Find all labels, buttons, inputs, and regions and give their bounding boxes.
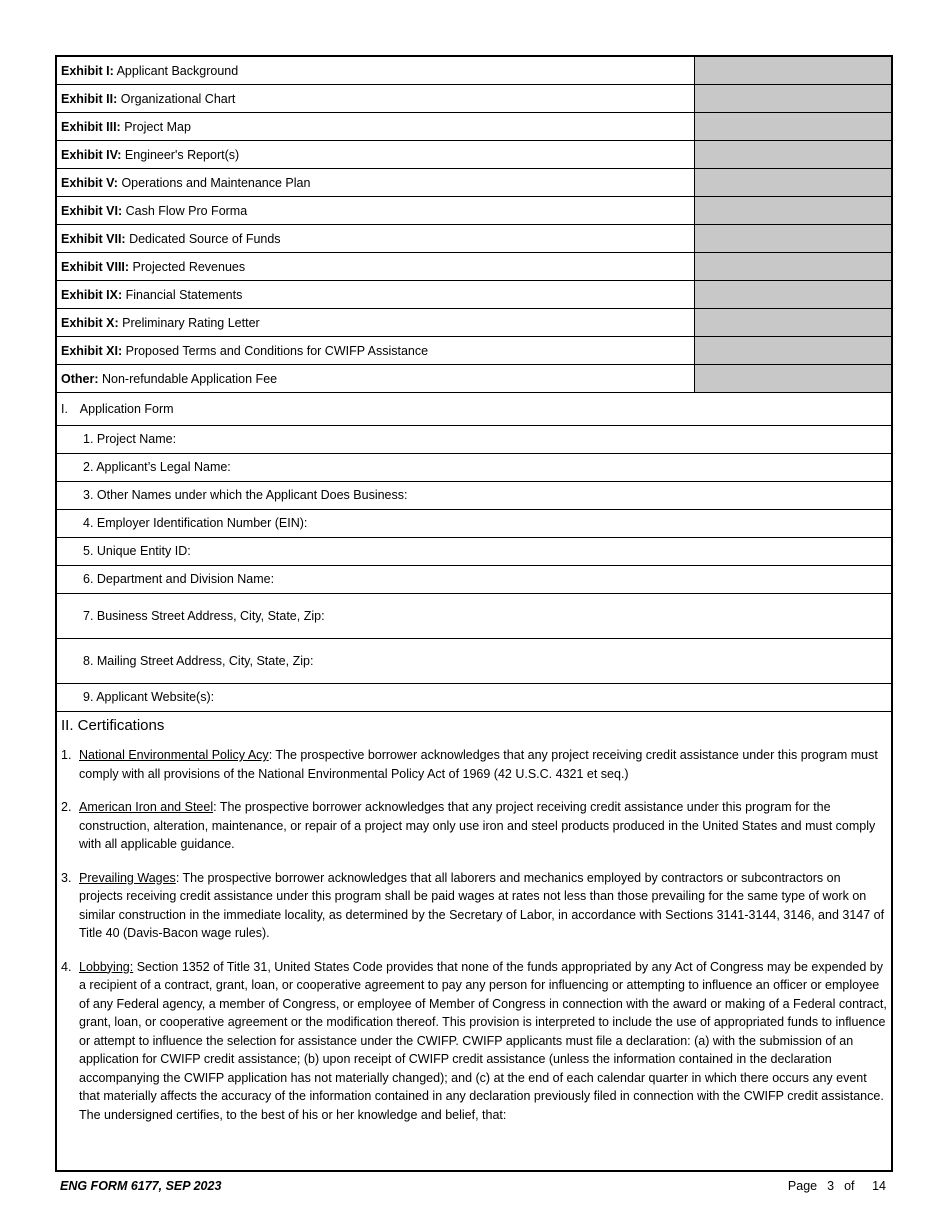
exhibit-row [57, 141, 891, 169]
cert-text [79, 746, 887, 783]
exhibit-row [57, 309, 891, 337]
exhibit-text: Non-refundable Application Fee [101, 371, 278, 386]
exhibit-check-cell[interactable] [695, 225, 892, 253]
exhibit-check-cell[interactable] [695, 197, 892, 225]
website-field[interactable]: 9. Applicant Website(s): [57, 684, 891, 712]
exhibit-label: Exhibit VII: [61, 231, 126, 246]
exhibit-check-cell[interactable] [695, 253, 892, 281]
certification-item [57, 746, 891, 783]
exhibit-text: Preliminary Rating Letter [122, 315, 260, 330]
business-address-field[interactable]: 7. Business Street Address, City, State, Zip: [57, 594, 891, 639]
exhibit-label-cell [57, 225, 695, 253]
exhibit-label-cell [57, 85, 695, 113]
exhibit-label-cell [57, 365, 695, 393]
cert-heading: American Iron and Steel [79, 800, 214, 814]
exhibit-row [57, 225, 891, 253]
exhibit-row [57, 337, 891, 365]
page-word: Page [787, 1179, 818, 1193]
section-1-number: I. [61, 402, 68, 416]
exhibit-row [57, 253, 891, 281]
exhibit-text: Dedicated Source of Funds [129, 231, 281, 246]
cert-heading: Lobbying: [79, 959, 134, 974]
unique-entity-id-field[interactable]: 5. Unique Entity ID: [57, 538, 891, 566]
exhibit-check-cell[interactable] [695, 57, 892, 85]
exhibit-label-cell [57, 113, 695, 141]
ein-field[interactable]: 4. Employer Identification Number (EIN): [57, 510, 891, 538]
exhibit-row [57, 197, 891, 225]
of-word: of [844, 1179, 855, 1193]
department-division-field[interactable]: 6. Department and Division Name: [57, 566, 891, 594]
exhibit-check-cell[interactable] [695, 365, 892, 393]
cert-number: 2. [61, 800, 72, 814]
exhibit-label-cell [57, 57, 695, 85]
cert-number: 1. [61, 748, 72, 762]
cert-sep: : [213, 800, 217, 814]
page-total: 14 [872, 1179, 886, 1193]
section-2-title: II. Certifications [61, 717, 165, 734]
exhibit-row [57, 57, 891, 85]
cert-text [79, 869, 887, 943]
legal-name-field[interactable]: 2. Applicant’s Legal Name: [57, 454, 891, 482]
exhibit-label: Exhibit V: [61, 175, 118, 190]
cert-body: The prospective borrower acknowledges that any project receiving credit assistance under this program for the construction, alteration, maintenance, or repair of a project may only use iron and steel products produced in the United States and must comply with all applicable guidance. [79, 800, 876, 851]
cert-body: Section 1352 of Title 31, United States Code provides that none of the funds appropriated by any Act of Congress may be expended by a recipient of a contract, grant, loan, or cooperative agreement to pay any person for influencing or attempting to influence an officer or employee of any Federal agency, a member of Congress, or employee of Member of Congress in connection with the award or making of a Federal contract, grant, loan, or cooperative agreement or the modification thereof. This provision is interpreted to include the use of appropriated funds to influence or attempt to influence the selection for assistance under the CWIFP. CWIFP applicants must file a declaration: (a) with the submission of an application for CWIFP credit assistance; (b) upon receipt of CWIFP credit assistance (unless the information contained in the declaration accompanying the CWIFP application has not materially changed); and (c) at the end of each calendar quarter in which there occurs any event that materially affects the accuracy of the information contained in any declaration previously filed in connection with the CWIFP credit assistance. The undersigned certifies, to the best of his or her knowledge and belief, that: [79, 959, 887, 1122]
exhibit-row [57, 169, 891, 197]
exhibit-check-cell[interactable] [695, 113, 892, 141]
exhibit-row [57, 85, 891, 113]
cert-text [79, 798, 887, 854]
exhibit-text: Operations and Maintenance Plan [121, 175, 311, 190]
other-names-field[interactable]: 3. Other Names under which the Applicant Does Business: [57, 482, 891, 510]
exhibit-label: Exhibit I: [61, 63, 114, 78]
cert-sep: : [268, 748, 273, 762]
certification-item [57, 798, 891, 854]
form-id: ENG FORM 6177, SEP 2023 [60, 1179, 222, 1193]
exhibit-label: Exhibit IX: [61, 287, 123, 302]
cert-number: 3. [61, 870, 72, 885]
exhibit-text: Projected Revenues [132, 259, 246, 274]
exhibit-text: Proposed Terms and Conditions for CWIFP Assistance [125, 343, 429, 358]
exhibit-label: Exhibit X: [61, 315, 119, 330]
exhibit-label-cell [57, 141, 695, 169]
cert-sep: : [175, 870, 180, 885]
exhibit-label-cell [57, 169, 695, 197]
page-indicator [788, 1179, 886, 1193]
exhibit-row [57, 113, 891, 141]
exhibit-label: Exhibit VI: [61, 203, 123, 218]
exhibit-label: Other: [61, 371, 99, 386]
exhibit-check-cell[interactable] [695, 169, 892, 197]
form-frame [55, 55, 893, 1172]
exhibit-label-cell [57, 337, 695, 365]
exhibit-label: Exhibit IV: [61, 147, 122, 162]
exhibit-text: Project Map [124, 119, 191, 134]
exhibit-label-cell [57, 197, 695, 225]
section-1-title: Application Form [79, 402, 174, 416]
exhibit-label-cell [57, 281, 695, 309]
cert-body: The prospective borrower acknowledges that all laborers and mechanics employed by contractors or subcontractors on projects receiving credit assistance under this program shall be paid wages at rates not less than those prevailing for the same type of work on similar construction in the immediate locality, as determined by the Secretary of Labor, in accordance with Sections 3141-3144, 3146, and 3147 of Title 40 (Davis-Bacon wage rules). [79, 870, 885, 940]
exhibit-text: Organizational Chart [120, 91, 236, 106]
exhibit-check-cell[interactable] [695, 85, 892, 113]
exhibit-check-cell[interactable] [695, 337, 892, 365]
page-number: 3 [827, 1179, 835, 1193]
exhibit-label-cell [57, 253, 695, 281]
exhibit-label: Exhibit II: [61, 91, 118, 106]
exhibit-text: Engineer's Report(s) [124, 147, 240, 162]
cert-heading: Prevailing Wages [79, 870, 176, 885]
cert-body: The prospective borrower acknowledges that any project receiving credit assistance under this program must comply with all provisions of the National Environmental Policy Act of 1969 (42 U.S.C. 4321 et seq.) [79, 748, 878, 781]
cert-text [79, 958, 887, 1125]
exhibit-check-cell[interactable] [695, 309, 892, 337]
exhibit-text: Cash Flow Pro Forma [125, 203, 248, 218]
certification-item [57, 958, 891, 1125]
exhibit-row [57, 281, 891, 309]
exhibit-label: Exhibit III: [61, 119, 121, 134]
section-1-heading [57, 393, 891, 426]
cert-number: 4. [61, 959, 72, 974]
exhibit-text: Applicant Background [116, 63, 239, 78]
exhibit-checklist [57, 57, 891, 393]
exhibit-check-cell[interactable] [695, 141, 892, 169]
exhibit-check-cell[interactable] [695, 281, 892, 309]
exhibit-row [57, 365, 891, 393]
mailing-address-field[interactable]: 8. Mailing Street Address, City, State, Zip: [57, 639, 891, 684]
exhibit-label: Exhibit VIII: [61, 259, 130, 274]
exhibit-label-cell [57, 309, 695, 337]
certification-item [57, 869, 891, 943]
exhibit-label: Exhibit XI: [61, 343, 123, 358]
exhibit-text: Financial Statements [125, 287, 243, 302]
project-name-field[interactable]: 1. Project Name: [57, 426, 891, 454]
cert-heading: National Environmental Policy Acy [79, 748, 269, 762]
